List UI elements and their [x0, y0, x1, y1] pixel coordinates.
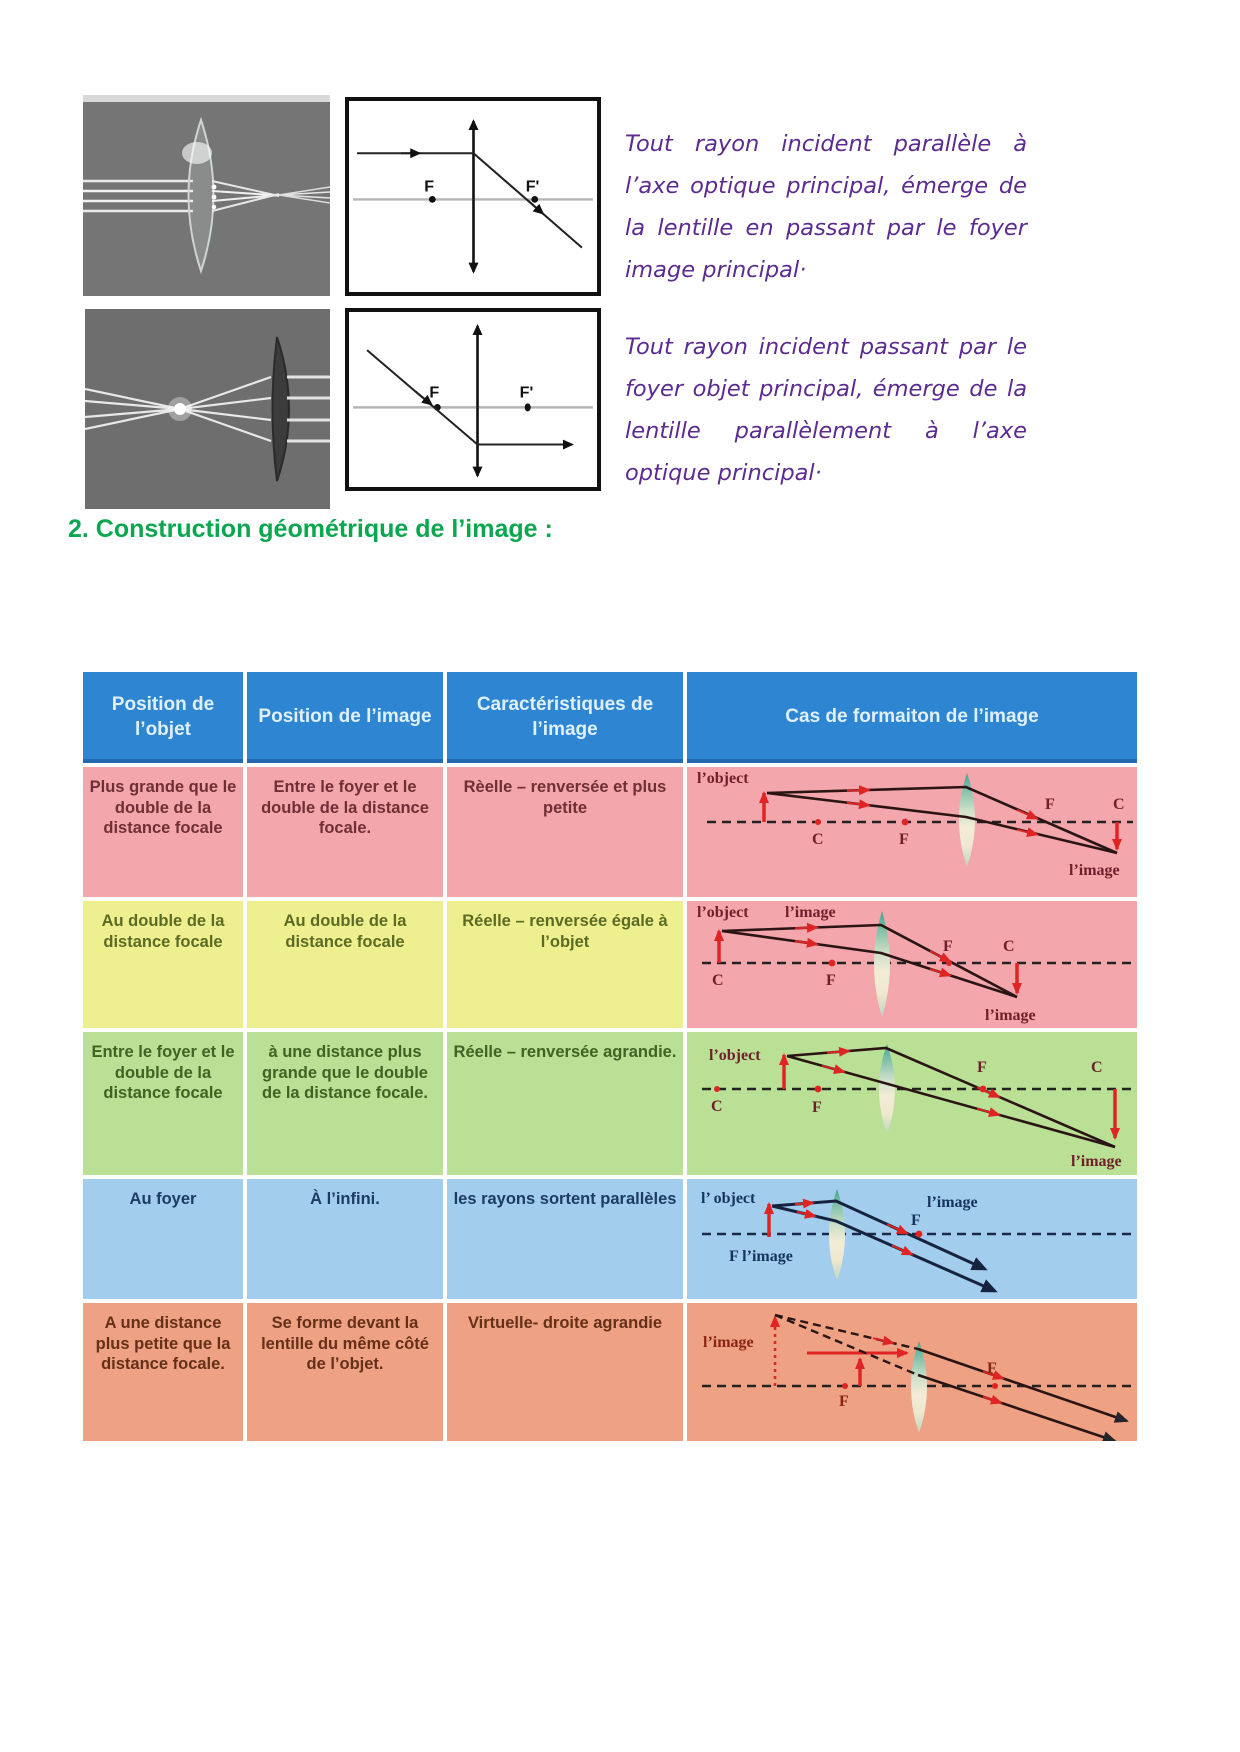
- object-label: l’ object: [701, 1190, 756, 1207]
- lens: [911, 1341, 927, 1433]
- rays: [918, 1349, 1127, 1441]
- focus-F-label: F: [429, 383, 440, 402]
- F-right-label: F: [911, 1212, 921, 1229]
- focus-Fprime-label: F': [525, 177, 540, 196]
- rays: [787, 1048, 1115, 1147]
- principle-text-1: Tout rayon incident parallèle à l’axe optique principal, émerge de la lentille en passant par le foyer image principal·: [625, 130, 1027, 283]
- incident-ray: [367, 350, 572, 444]
- section-heading: 2. Construction géométrique de l’image :: [68, 515, 553, 543]
- focus-Fprime-dot: [525, 403, 531, 411]
- image-formation-table: [83, 672, 1137, 1441]
- focus-Fprime-dot: [531, 196, 538, 203]
- photo-focal-point-experiment: [85, 309, 330, 509]
- col-header-position-image: Position de l’image: [247, 672, 443, 763]
- col-header-caracteristiques: Caractéristiques de l’image: [447, 672, 683, 763]
- photo-converging-lens-experiment: [83, 95, 330, 296]
- ray-direction-arrows: [822, 1051, 999, 1115]
- F-left-label: F: [839, 1393, 849, 1410]
- ray-diagram-row1: [687, 767, 1137, 897]
- cell-caracteristiques: Réelle – renversée agrandie.: [447, 1032, 683, 1175]
- C-left-label: C: [812, 831, 824, 848]
- cell-position-image: À l’infini.: [247, 1179, 443, 1299]
- cell-caracteristiques: Virtuelle- droite agrandie: [447, 1303, 683, 1441]
- focus-F-right-dot: [980, 1086, 987, 1093]
- C-left-label: C: [711, 1098, 723, 1115]
- image-top-label: l’image: [927, 1194, 978, 1211]
- col-header-position-objet: Position de l’objet: [83, 672, 243, 763]
- cell-position-objet: Plus grande que le double de la distance focale: [83, 767, 243, 897]
- col-header-cas-formation: Cas de formaiton de l’image: [687, 672, 1137, 763]
- C-left-label: C: [712, 972, 724, 989]
- rays: [722, 925, 1017, 997]
- cell-position-objet: Au double de la distance focale: [83, 901, 243, 1028]
- cell-position-objet: Au foyer: [83, 1179, 243, 1299]
- focus-F-dot: [902, 819, 909, 826]
- cell-caracteristiques: Réelle – renversée égale à l’objet: [447, 901, 683, 1028]
- ray-diagram-row2: [687, 901, 1137, 1028]
- cell-position-objet: A une distance plus petite que la distance focale.: [83, 1303, 243, 1441]
- center-C-dot: [714, 1086, 720, 1092]
- C-right-label: C: [1003, 938, 1015, 955]
- image-label: l’image: [985, 1007, 1036, 1024]
- ray-diagram-row3: [687, 1032, 1137, 1175]
- schematic-parallel-ray: [345, 97, 601, 296]
- schematic-focal-ray: [345, 308, 601, 491]
- cell-position-image: à une distance plus grande que le double de la distance focale.: [247, 1032, 443, 1175]
- F-right-label: F: [943, 938, 953, 955]
- focus-Fprime-label: F': [519, 383, 534, 402]
- image-label: l’image: [1071, 1153, 1122, 1170]
- image-top-label: l’image: [785, 904, 836, 921]
- F-left-label: F: [826, 972, 836, 989]
- focus-F-dot: [842, 1383, 848, 1389]
- focus-F-label: F: [424, 177, 435, 196]
- focus-F-dot: [815, 1086, 822, 1093]
- focus-F-right-dot: [916, 1231, 923, 1238]
- C-right-label: C: [1113, 796, 1125, 813]
- cell-caracteristiques: les rayons sortent parallèles: [447, 1179, 683, 1299]
- ray-diagram-row5: [687, 1303, 1137, 1441]
- cell-position-objet: Entre le foyer et le double de la distance focale: [83, 1032, 243, 1175]
- ray-diagram-row4: [687, 1179, 1137, 1299]
- focus-F-right-dot: [992, 1383, 998, 1389]
- image-label: l’image: [1069, 862, 1120, 879]
- focal-point: [174, 403, 186, 415]
- image-label: l’image: [703, 1334, 754, 1351]
- focus-F-right-dot: [946, 960, 952, 966]
- C-right-label: C: [1091, 1059, 1103, 1076]
- F-left-label: F: [899, 831, 909, 848]
- cell-position-image: Se forme devant la lentille du même côté de l’objet.: [247, 1303, 443, 1441]
- object-label: l’object: [709, 1047, 761, 1064]
- F-image-label: F l’image: [729, 1248, 793, 1265]
- center-C-dot: [815, 819, 821, 825]
- focus-F-dot: [829, 960, 836, 967]
- lens: [879, 1044, 895, 1134]
- F-right-label: F: [1045, 796, 1055, 813]
- object-label: l’object: [697, 770, 749, 787]
- cell-position-image: Entre le foyer et le double de la distance focale.: [247, 767, 443, 897]
- object-label: l’object: [697, 904, 749, 921]
- virtual-ray-extensions: [775, 1315, 918, 1375]
- focus-F-dot: [429, 196, 436, 203]
- principle-text-2: Tout rayon incident passant par le foyer objet principal, émerge de la lentille parallèlement à l’axe optique principal·: [625, 333, 1027, 486]
- cell-position-image: Au double de la distance focale: [247, 901, 443, 1028]
- F-right-label: F: [987, 1360, 997, 1377]
- F-right-label: F: [977, 1059, 987, 1076]
- F-left-label: F: [812, 1099, 822, 1116]
- cell-caracteristiques: Rèelle – renversée et plus petite: [447, 767, 683, 897]
